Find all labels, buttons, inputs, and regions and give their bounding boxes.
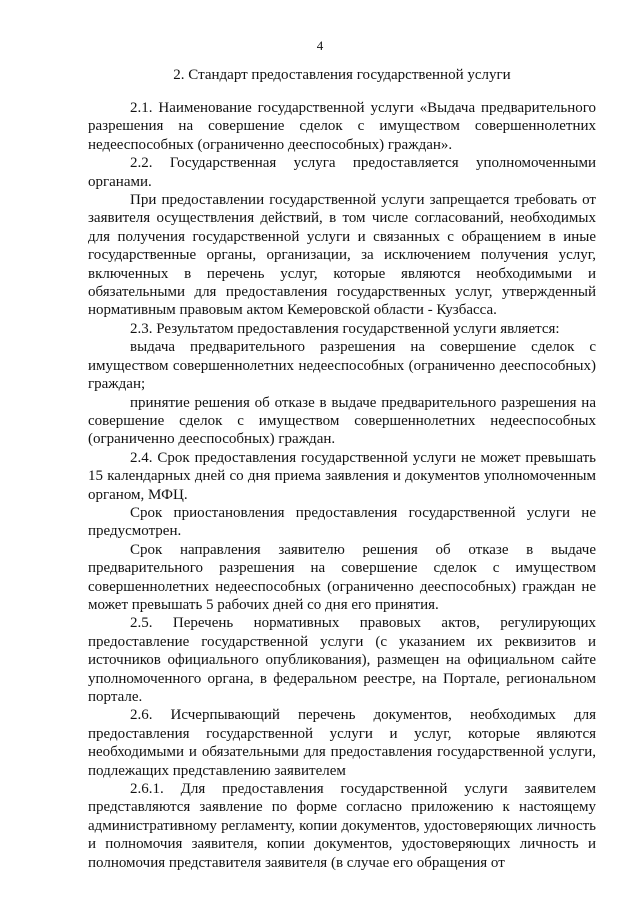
paragraph-2-6-1: 2.6.1. Для предоставления государственной услуги заявителем представляются заявление по форме согласно приложению к настоящему административному регламенту, копии документов, удостоверяющих личность и полномочия заявителя, копии документов, удостоверяющих личность и полномочия представителя заявителя (в случае его обращения от — [88, 781, 596, 871]
paragraph-2-2: 2.2. Государственная услуга предоставляется уполномоченными органами. — [88, 155, 596, 190]
page-number: 4 — [316, 38, 324, 53]
paragraph-2-1: 2.1. Наименование государственной услуги «Выдача предварительного разрешения на совершение сделок с имуществом совершеннолетних недееспособных (ограниченно дееспособных) граждан». — [88, 100, 596, 153]
paragraph-refusal-term: Срок направления заявителю решения об отказе в выдаче предварительного разрешения на совершение сделок с имуществом совершеннолетних недееспособных (ограниченно дееспособных) граждан не может превышать 5 рабочих дней со дня его принятия. — [88, 541, 596, 613]
paragraph-prohibition: При предоставлении государственной услуги запрещается требовать от заявителя осуществления действий, в том числе согласований, необходимых для получения государственной услуги и связанных с обращением в иные государственные органы, организации, за исключением получения услуг, включенных в перечень услуг, которые являются необходимыми и обязательными для предоставления государственных услуг, утвержденный нормативным правовым актом Кемеровской области - Кузбасса. — [88, 192, 596, 319]
paragraph-2-5: 2.5. Перечень нормативных правовых актов, регулирующих предоставление государственной услуги (с указанием их реквизитов и источников официального опубликования), размещен на официальном сайте уполномоченного органа, в федеральном реестре, на Портале, региональном портале. — [88, 615, 596, 705]
paragraph-2-6: 2.6. Исчерпывающий перечень документов, необходимых для предоставления государственной услуги и услуг, которые являются необходимыми и обязательными для предоставления государственной услуги, подлежащих представлению заявителем — [88, 707, 596, 779]
paragraph-result-permission: выдача предварительного разрешения на совершение сделок с имуществом совершеннолетних недееспособных (ограниченно дееспособных) граждан; — [88, 339, 596, 393]
document-body — [88, 99, 596, 872]
paragraph-2-4: 2.4. Срок предоставления государственной услуги не может превышать 15 календарных дней со дня приема заявления и документов уполномоченным органом, МФЦ. — [88, 449, 596, 503]
section-title: 2. Стандарт предоставления государственной услуги — [173, 67, 511, 83]
paragraph-suspension: Срок приостановления предоставления государственной услуги не предусмотрен. — [88, 504, 596, 540]
paragraph-result-refusal: принятие решения об отказе в выдаче предварительного разрешения на совершение сделок с имуществом совершеннолетних недееспособных (ограниченно дееспособных) граждан. — [88, 394, 596, 448]
paragraph-2-3: 2.3. Результатом предоставления государственной услуги является: — [130, 320, 560, 337]
